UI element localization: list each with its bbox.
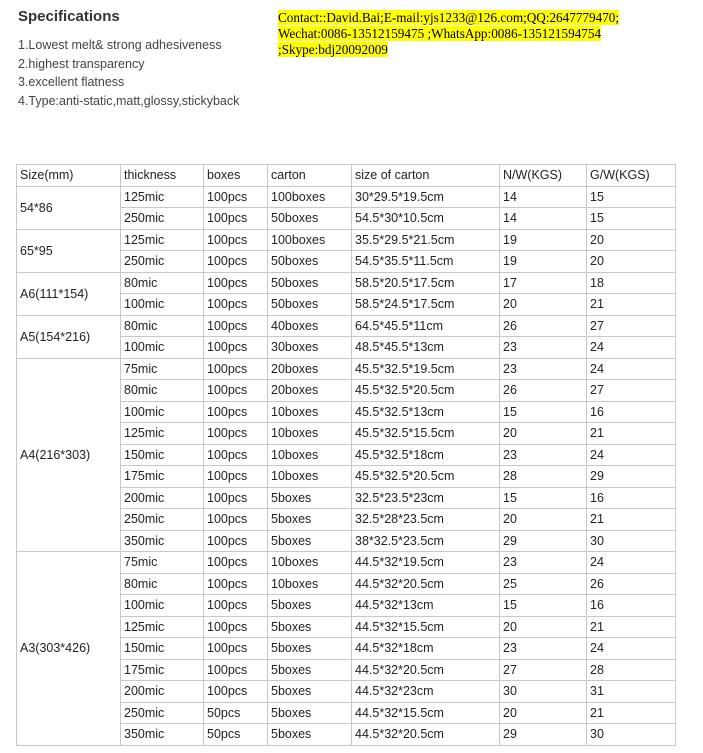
table-cell: 100pcs: [204, 423, 268, 445]
table-cell: 24: [587, 337, 676, 359]
table-cell: 44.5*32*23cm: [352, 681, 500, 703]
table-cell: 45.5*32.5*13cm: [352, 401, 500, 423]
table-cell: 45.5*32.5*18cm: [352, 444, 500, 466]
table-cell: 100pcs: [204, 401, 268, 423]
table-cell: 100pcs: [204, 229, 268, 251]
table-cell: 32.5*28*23.5cm: [352, 509, 500, 531]
table-cell: 30: [587, 724, 676, 746]
table-cell: 23: [500, 638, 587, 660]
table-cell: 16: [587, 595, 676, 617]
table-cell: 44.5*32*19.5cm: [352, 552, 500, 574]
table-cell: 19: [500, 251, 587, 273]
table-cell: 50boxes: [268, 251, 352, 273]
table-cell: 44.5*32*20.5cm: [352, 659, 500, 681]
size-cell: A6(111*154): [17, 272, 121, 315]
column-header: Size(mm): [17, 165, 121, 187]
table-cell: 100boxes: [268, 229, 352, 251]
table-cell: 100pcs: [204, 638, 268, 660]
size-cell: A3(303*426): [17, 552, 121, 746]
table-cell: 5boxes: [268, 659, 352, 681]
table-cell: 50boxes: [268, 208, 352, 230]
table-cell: 10boxes: [268, 423, 352, 445]
table-cell: 100pcs: [204, 466, 268, 488]
column-header: boxes: [204, 165, 268, 187]
table-cell: 125mic: [121, 186, 204, 208]
table-cell: 44.5*32*15.5cm: [352, 616, 500, 638]
table-cell: 20: [500, 509, 587, 531]
table-cell: 44.5*32*20.5cm: [352, 724, 500, 746]
table-cell: 44.5*32*18cm: [352, 638, 500, 660]
table-cell: 20: [500, 702, 587, 724]
size-cell: A5(154*216): [17, 315, 121, 358]
table-cell: 64.5*45.5*11cm: [352, 315, 500, 337]
table-cell: 28: [500, 466, 587, 488]
table-cell: 18: [587, 272, 676, 294]
table-cell: 20boxes: [268, 380, 352, 402]
column-header: N/W(KGS): [500, 165, 587, 187]
table-row: [17, 229, 676, 251]
table-cell: 58.5*24.5*17.5cm: [352, 294, 500, 316]
table-cell: 24: [587, 444, 676, 466]
table-cell: 250mic: [121, 702, 204, 724]
table-cell: 5boxes: [268, 616, 352, 638]
table-cell: 30*29.5*19.5cm: [352, 186, 500, 208]
table-cell: 350mic: [121, 724, 204, 746]
table-cell: 10boxes: [268, 573, 352, 595]
table-cell: 100pcs: [204, 294, 268, 316]
table-row: [17, 315, 676, 337]
table-cell: 27: [587, 380, 676, 402]
table-row: [17, 358, 676, 380]
table-cell: 100mic: [121, 337, 204, 359]
contact-info: [278, 10, 678, 58]
table-cell: 15: [500, 401, 587, 423]
table-row: [17, 186, 676, 208]
table-cell: 24: [587, 552, 676, 574]
table-cell: 48.5*45.5*13cm: [352, 337, 500, 359]
table-cell: 14: [500, 186, 587, 208]
table-cell: 15: [587, 186, 676, 208]
table-cell: 20: [500, 616, 587, 638]
table-row: [17, 552, 676, 574]
table-header-row: [17, 165, 676, 187]
table-cell: 24: [587, 358, 676, 380]
feature-item: 2.highest transparency: [18, 56, 145, 71]
table-cell: 100pcs: [204, 186, 268, 208]
table-cell: 45.5*32.5*19.5cm: [352, 358, 500, 380]
column-header: size of carton: [352, 165, 500, 187]
page-heading: Specifications: [18, 8, 120, 25]
table-cell: 17: [500, 272, 587, 294]
table-cell: 10boxes: [268, 466, 352, 488]
contact-line: Wechat:0086-13512159475 ;WhatsApp:0086-135121594754: [278, 26, 602, 41]
table-cell: 25: [500, 573, 587, 595]
table-cell: 100pcs: [204, 573, 268, 595]
table-cell: 75mic: [121, 552, 204, 574]
table-cell: 20: [500, 423, 587, 445]
table-cell: 175mic: [121, 659, 204, 681]
table-cell: 44.5*32*13cm: [352, 595, 500, 617]
table-cell: 250mic: [121, 509, 204, 531]
table-cell: 30: [587, 530, 676, 552]
table-cell: 5boxes: [268, 702, 352, 724]
table-cell: 15: [500, 595, 587, 617]
table-cell: 5boxes: [268, 724, 352, 746]
table-cell: 20: [500, 294, 587, 316]
table-cell: 21: [587, 616, 676, 638]
table-cell: 100pcs: [204, 444, 268, 466]
table-cell: 29: [587, 466, 676, 488]
table-cell: 21: [587, 423, 676, 445]
table-cell: 350mic: [121, 530, 204, 552]
table-cell: 75mic: [121, 358, 204, 380]
column-header: thickness: [121, 165, 204, 187]
table-cell: 50pcs: [204, 702, 268, 724]
table-cell: 16: [587, 401, 676, 423]
table-cell: 100pcs: [204, 358, 268, 380]
table-cell: 44.5*32*15.5cm: [352, 702, 500, 724]
table-cell: 50boxes: [268, 294, 352, 316]
table-cell: 28: [587, 659, 676, 681]
table-cell: 10boxes: [268, 401, 352, 423]
table-cell: 20: [587, 251, 676, 273]
table-cell: 100boxes: [268, 186, 352, 208]
table-cell: 23: [500, 358, 587, 380]
table-cell: 100pcs: [204, 251, 268, 273]
table-cell: 125mic: [121, 423, 204, 445]
size-cell: A4(216*303): [17, 358, 121, 552]
table-cell: 100pcs: [204, 552, 268, 574]
table-cell: 5boxes: [268, 595, 352, 617]
table-cell: 80mic: [121, 315, 204, 337]
table-cell: 29: [500, 530, 587, 552]
table-cell: 125mic: [121, 229, 204, 251]
table-cell: 50pcs: [204, 724, 268, 746]
table-cell: 5boxes: [268, 530, 352, 552]
table-cell: 26: [500, 315, 587, 337]
table-cell: 23: [500, 337, 587, 359]
table-cell: 125mic: [121, 616, 204, 638]
table-cell: 250mic: [121, 251, 204, 273]
table-cell: 100pcs: [204, 380, 268, 402]
column-header: carton: [268, 165, 352, 187]
table-cell: 40boxes: [268, 315, 352, 337]
table-cell: 30: [500, 681, 587, 703]
table-cell: 175mic: [121, 466, 204, 488]
table-cell: 10boxes: [268, 552, 352, 574]
table-cell: 200mic: [121, 487, 204, 509]
table-cell: 80mic: [121, 380, 204, 402]
table-cell: 5boxes: [268, 509, 352, 531]
table-cell: 200mic: [121, 681, 204, 703]
table-cell: 38*32.5*23.5cm: [352, 530, 500, 552]
size-cell: 65*95: [17, 229, 121, 272]
table-cell: 15: [500, 487, 587, 509]
table-cell: 80mic: [121, 573, 204, 595]
table-row: [17, 272, 676, 294]
table-cell: 100pcs: [204, 272, 268, 294]
table-cell: 150mic: [121, 638, 204, 660]
table-cell: 31: [587, 681, 676, 703]
table-cell: 100pcs: [204, 681, 268, 703]
table-cell: 45.5*32.5*20.5cm: [352, 380, 500, 402]
table-cell: 14: [500, 208, 587, 230]
table-cell: 24: [587, 638, 676, 660]
feature-item: 3.excellent flatness: [18, 75, 125, 89]
contact-line: Contact::David.Bai;E-mail:yjs1233@126.com;QQ:2647779470;: [278, 10, 620, 25]
table-cell: 100pcs: [204, 208, 268, 230]
table-cell: 29: [500, 724, 587, 746]
size-cell: 54*86: [17, 186, 121, 229]
column-header: G/W(KGS): [587, 165, 676, 187]
table-cell: 21: [587, 294, 676, 316]
table-cell: 16: [587, 487, 676, 509]
table-cell: 45.5*32.5*15.5cm: [352, 423, 500, 445]
table-cell: 45.5*32.5*20.5cm: [352, 466, 500, 488]
table-cell: 35.5*29.5*21.5cm: [352, 229, 500, 251]
table-cell: 100pcs: [204, 530, 268, 552]
specification-table: [16, 164, 676, 746]
table-cell: 23: [500, 552, 587, 574]
table-cell: 26: [587, 573, 676, 595]
table-cell: 100pcs: [204, 337, 268, 359]
table-cell: 44.5*32*20.5cm: [352, 573, 500, 595]
table-cell: 80mic: [121, 272, 204, 294]
table-cell: 100mic: [121, 294, 204, 316]
table-cell: 32.5*23.5*23cm: [352, 487, 500, 509]
table-cell: 54.5*30*10.5cm: [352, 208, 500, 230]
table-cell: 100mic: [121, 595, 204, 617]
table-cell: 5boxes: [268, 638, 352, 660]
table-cell: 5boxes: [268, 681, 352, 703]
table-cell: 5boxes: [268, 487, 352, 509]
table-cell: 27: [587, 315, 676, 337]
table-cell: 100pcs: [204, 509, 268, 531]
table-cell: 21: [587, 509, 676, 531]
table-cell: 20boxes: [268, 358, 352, 380]
table-cell: 21: [587, 702, 676, 724]
table-cell: 50boxes: [268, 272, 352, 294]
table-cell: 23: [500, 444, 587, 466]
contact-line: ;Skype:bdj20092009: [278, 42, 388, 57]
table-cell: 150mic: [121, 444, 204, 466]
table-cell: 19: [500, 229, 587, 251]
table-cell: 58.5*20.5*17.5cm: [352, 272, 500, 294]
table-cell: 10boxes: [268, 444, 352, 466]
table-cell: 15: [587, 208, 676, 230]
table-cell: 27: [500, 659, 587, 681]
table-cell: 250mic: [121, 208, 204, 230]
feature-item: 1.Lowest melt& strong adhesiveness: [18, 38, 222, 52]
table-cell: 26: [500, 380, 587, 402]
table-cell: 100pcs: [204, 595, 268, 617]
table-cell: 54.5*35.5*11.5cm: [352, 251, 500, 273]
table-cell: 100pcs: [204, 659, 268, 681]
table-cell: 30boxes: [268, 337, 352, 359]
table-cell: 20: [587, 229, 676, 251]
feature-item: 4.Type:anti-static,matt,glossy,stickyback: [18, 93, 240, 108]
table-cell: 100pcs: [204, 487, 268, 509]
feature-list: [18, 36, 239, 110]
table-cell: 100pcs: [204, 616, 268, 638]
table-cell: 100pcs: [204, 315, 268, 337]
table-cell: 100mic: [121, 401, 204, 423]
